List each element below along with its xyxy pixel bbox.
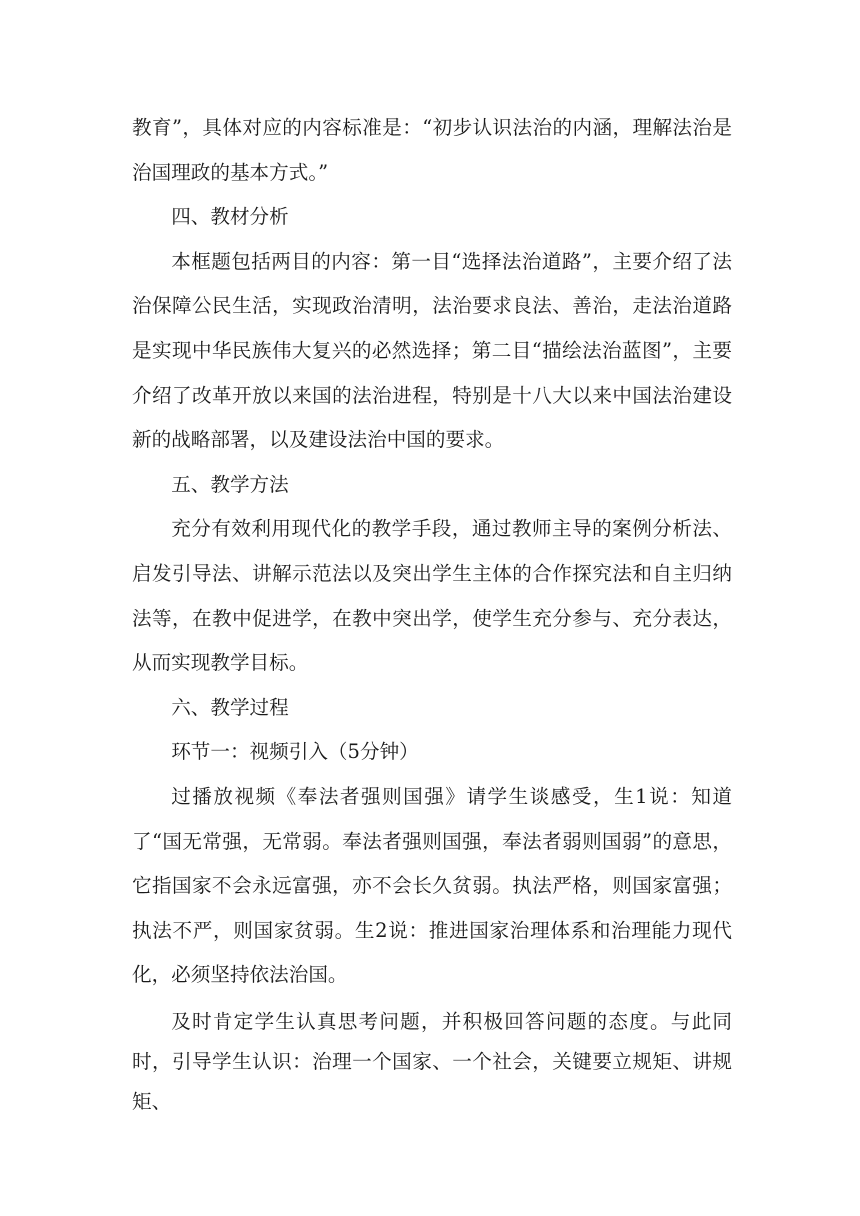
paragraph-affirmation: 及时肯定学生认真思考问题，并积极回答问题的态度。与此同时，引导学生认识：治理一个国家、一个社会，关键要立规矩、讲规矩、 bbox=[132, 1009, 732, 1113]
subsection-heading-video-intro: 环节一：视频引入（5分钟） bbox=[171, 740, 419, 764]
paragraph-textbook-analysis: 本框题包括两目的内容：第一目“选择法治道路”，主要介绍了法治保障公民生活，实现政治清明，法治要求良法、善治，走法治道路是实现中华民族伟大复兴的必然选择；第二目“描绘法治蓝图”，主要介绍了改革开放以来国的法治进程，特别是十八大以来中国法治建设新的战略部署，以及建设法治中国的要求。 bbox=[132, 249, 732, 452]
section-heading-teaching-process: 六、教学过程 bbox=[171, 695, 289, 719]
paragraph-video-intro: 过播放视频《奉法者强则国强》请学生谈感受，生1说：知道了“国无常强，无常弱。奉法者强则国强，奉法者弱则国弱”的意思，它指国家不会永远富强，亦不会长久贫弱。执法严格，则国家富强；执法不严，则国家贫弱。生2说：推进国家治理体系和治理能力现代化，必须坚持依法治国。 bbox=[132, 784, 732, 987]
section-heading-teaching-methods: 五、教学方法 bbox=[171, 472, 289, 496]
paragraph-continued: 教育”，具体对应的内容标准是：“初步认识法治的内涵，理解法治是治国理政的基本方式。” bbox=[132, 116, 732, 184]
document-body bbox=[132, 106, 732, 1122]
section-heading-textbook-analysis: 四、教材分析 bbox=[171, 205, 289, 229]
paragraph-teaching-methods: 充分有效利用现代化的教学手段，通过教师主导的案例分析法、启发引导法、讲解示范法以及突出学生主体的合作探究法和自主归纳法等，在教中促进学，在教中突出学，使学生充分参与、充分表达，从而实现教学目标。 bbox=[132, 517, 732, 675]
